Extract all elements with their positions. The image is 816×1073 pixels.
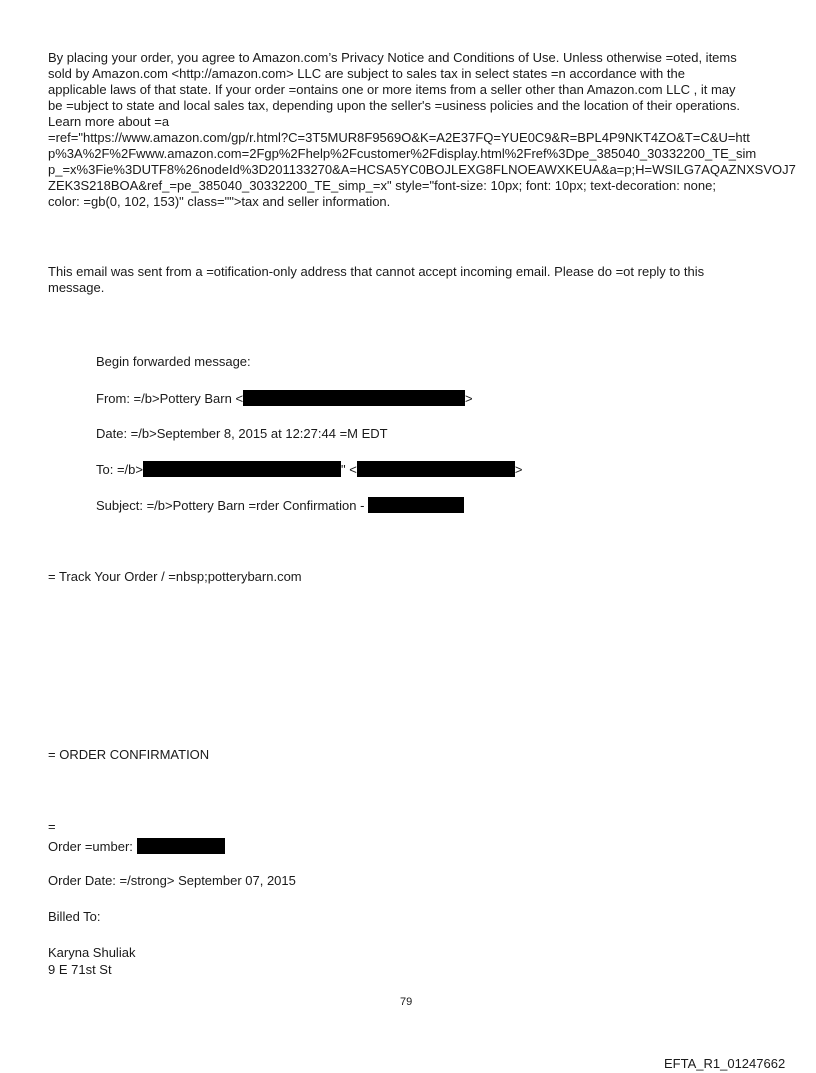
disclaimer-line: Learn more about =a xyxy=(48,114,170,129)
disclaimer-line: p_=x%3Fie%3DUTF8%26nodeId%3D201133270&A=HCSA5YC0BOJLEXG8FLNOEAWXKEUA&a=p;H=WSILG7AQAZNXSVOJ7 xyxy=(48,162,796,177)
order-date-line: Order Date: =/strong> September 07, 2015 xyxy=(48,873,296,888)
amazon-disclaimer-paragraph xyxy=(48,50,796,210)
disclaimer-line: ZEK3S218BOA&ref_=pe_385040_30332200_TE_simp_=x" style="font-size: 10px; font: 10px; text-decoration: none; xyxy=(48,178,716,193)
disclaimer-line: By placing your order, you agree to Amazon.com’s Privacy Notice and Conditions of Use. Unless otherwise =oted, items xyxy=(48,50,737,65)
disclaimer-line: be =ubject to state and local sales tax, depending upon the seller's =usiness policies and the location of their operations. xyxy=(48,98,740,113)
from-label: From: =/b>Pottery Barn < xyxy=(96,391,244,406)
notice-line: message. xyxy=(48,280,105,295)
disclaimer-line: p%3A%2F%2Fwww.amazon.com=2Fgp%2Fhelp%2Fcustomer%2Fdisplay.html%2Fref%3Dpe_385040_30332200_TE_sim xyxy=(48,146,757,161)
forwarded-date-line: Date: =/b>September 8, 2015 at 12:27:44 =M EDT xyxy=(96,426,388,441)
billed-to-label: Billed To: xyxy=(48,909,101,924)
to-close: > xyxy=(514,462,523,477)
order-number-label: Order =umber: xyxy=(48,839,137,854)
notice-line: This email was sent from a =otification-only address that cannot accept incoming email. Please do =ot reply to this xyxy=(48,264,705,279)
to-separator: " < xyxy=(340,462,357,477)
billing-name: Karyna Shuliak xyxy=(48,945,136,960)
redacted-order-number-block xyxy=(368,497,464,513)
forwarded-intro: Begin forwarded message: xyxy=(96,354,251,369)
equals-marker: = xyxy=(48,819,56,834)
forwarded-from-line xyxy=(96,390,473,407)
forwarded-to-line xyxy=(96,461,522,478)
disclaimer-line: applicable laws of that state. If your order =ontains one or more items from a seller other than Amazon.com LLC , it may xyxy=(48,82,736,97)
billing-address: 9 E 71st St xyxy=(48,962,112,977)
order-number-line xyxy=(48,838,225,855)
redacted-email-block xyxy=(243,390,465,406)
redacted-name-block xyxy=(143,461,341,477)
track-order-link-text: = Track Your Order / =nbsp;potterybarn.com xyxy=(48,569,302,584)
disclaimer-line: sold by Amazon.com <http://amazon.com> LLC are subject to sales tax in select states =n accordance with the xyxy=(48,66,685,81)
from-close: > xyxy=(465,391,473,406)
subject-label: Subject: =/b>Pottery Barn =rder Confirmation - xyxy=(96,498,369,513)
page-number: 79 xyxy=(400,996,413,1008)
notification-only-notice xyxy=(48,264,778,296)
document-id-footer: EFTA_R1_01247662 xyxy=(664,1056,786,1071)
to-label: To: =/b> xyxy=(96,462,143,477)
disclaimer-line: color: =gb(0, 102, 153)" class="">tax and seller information. xyxy=(48,194,391,209)
redacted-order-number-block xyxy=(137,838,225,854)
order-confirmation-heading: = ORDER CONFIRMATION xyxy=(48,747,210,762)
disclaimer-line: =ref="https://www.amazon.com/gp/r.html?C=3T5MUR8F9569O&K=A2E37FQ=YUE0C9&R=BPL4P9NKT4ZO&T=C&U=htt xyxy=(48,130,750,145)
forwarded-subject-line xyxy=(96,497,464,514)
redacted-email-block xyxy=(357,461,515,477)
